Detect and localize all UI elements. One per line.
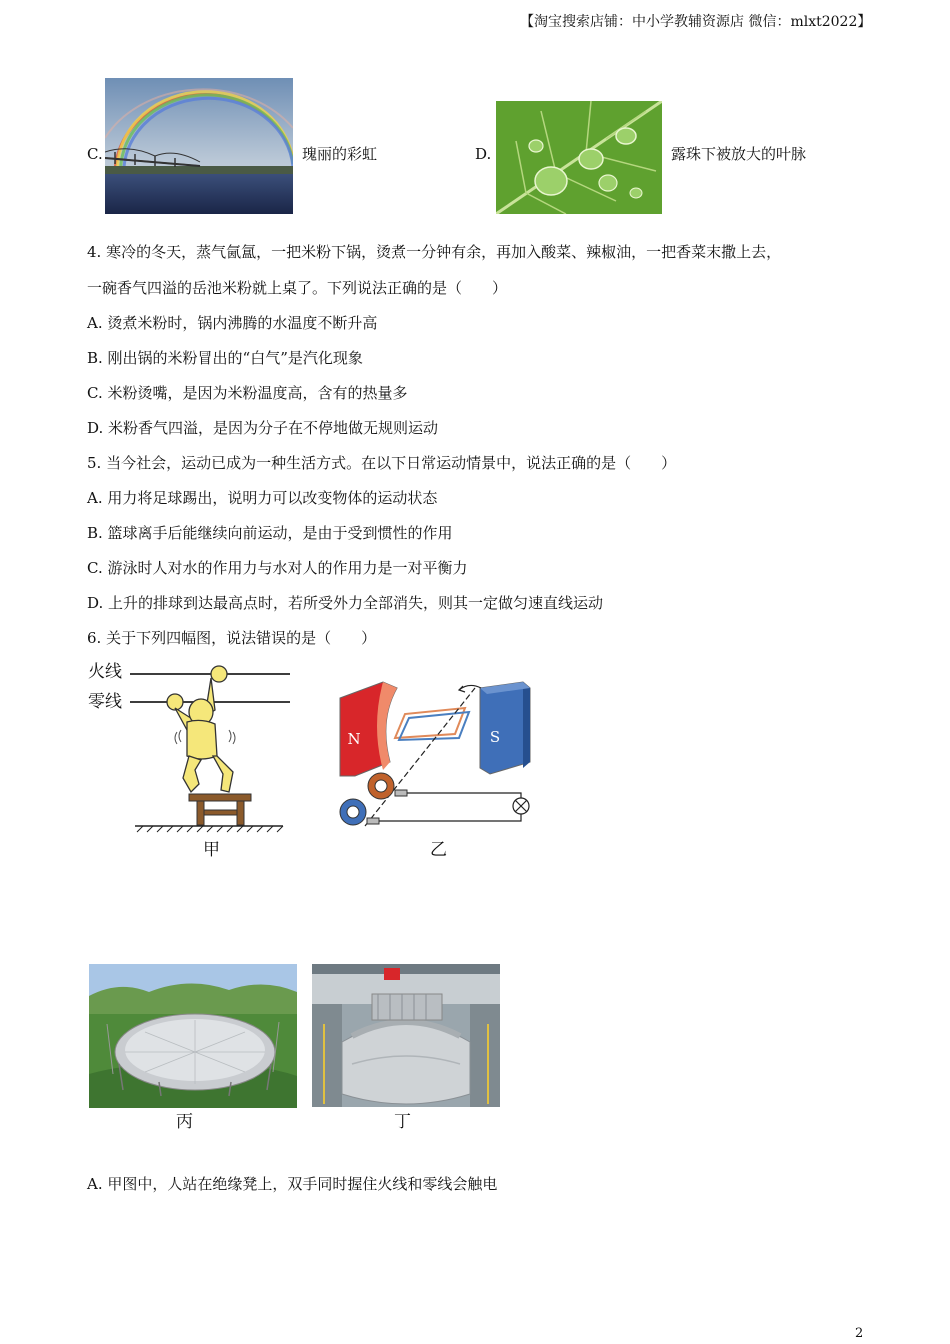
page-number: 2 — [855, 1326, 864, 1341]
option-d-text: 露珠下被放大的叶脉 — [671, 145, 807, 163]
n-pole-label: N — [347, 730, 361, 748]
figure-ding-caption: 丁 — [394, 1112, 411, 1132]
s-pole-label: S — [489, 728, 501, 746]
q6-option-a: A. 甲图中，人站在绝缘凳上，双手同时握住火线和零线会触电 — [87, 1175, 498, 1193]
q4-option-a: A. 烫煮米粉时，锅内沸腾的水温度不断升高 — [87, 314, 378, 332]
rainbow-photo — [105, 78, 293, 214]
q4-option-c: C. 米粉烫嘴，是因为米粉温度高，含有的热量多 — [87, 384, 408, 402]
live-wire-label: 火线 — [88, 662, 122, 682]
figure-bing-caption: 丙 — [176, 1112, 193, 1132]
option-d-letter: D. — [475, 145, 492, 163]
page-header: 【淘宝搜索店铺：中小学教辅资源店 微信：mlxt2022】 — [520, 14, 872, 30]
telescope-photo — [89, 964, 297, 1108]
figure-jia-caption: 甲 — [203, 840, 220, 860]
q4-option-d: D. 米粉香气四溢，是因为分子在不停地做无规则运动 — [87, 419, 439, 437]
option-c-text: 瑰丽的彩虹 — [302, 145, 378, 163]
q6-stem: 6. 关于下列四幅图，说法错误的是（ ） — [87, 629, 377, 647]
q5-stem: 5. 当今社会，运动已成为一种生活方式。在以下日常运动情景中，说法正确的是（ ） — [87, 454, 677, 472]
neutral-wire-label: 零线 — [88, 692, 122, 712]
option-c-letter: C. — [87, 145, 103, 163]
person-touching-wires-figure — [125, 660, 290, 835]
generator-figure — [335, 678, 540, 833]
fusion-device-photo — [312, 964, 500, 1107]
figure-yi-caption: 乙 — [430, 840, 447, 860]
leaf-dewdrop-photo — [496, 101, 662, 214]
q5-option-d: D. 上升的排球到达最高点时，若所受外力全部消失，则其一定做匀速直线运动 — [87, 594, 604, 612]
q5-option-a: A. 用力将足球踢出，说明力可以改变物体的运动状态 — [87, 489, 438, 507]
q5-option-c: C. 游泳时人对水的作用力与水对人的作用力是一对平衡力 — [87, 559, 468, 577]
q5-option-b: B. 篮球离手后能继续向前运动，是由于受到惯性的作用 — [87, 524, 453, 542]
q4-stem-line2: 一碗香气四溢的岳池米粉就上桌了。下列说法正确的是（ ） — [87, 279, 508, 297]
q4-option-b: B. 刚出锅的米粉冒出的“白气”是汽化现象 — [87, 349, 363, 367]
q4-stem-line1: 4. 寒冷的冬天，蒸气氤氲，一把米粉下锅，烫煮一分钟有余，再加入酸菜、辣椒油，一把香菜末撒上去， — [87, 243, 782, 261]
